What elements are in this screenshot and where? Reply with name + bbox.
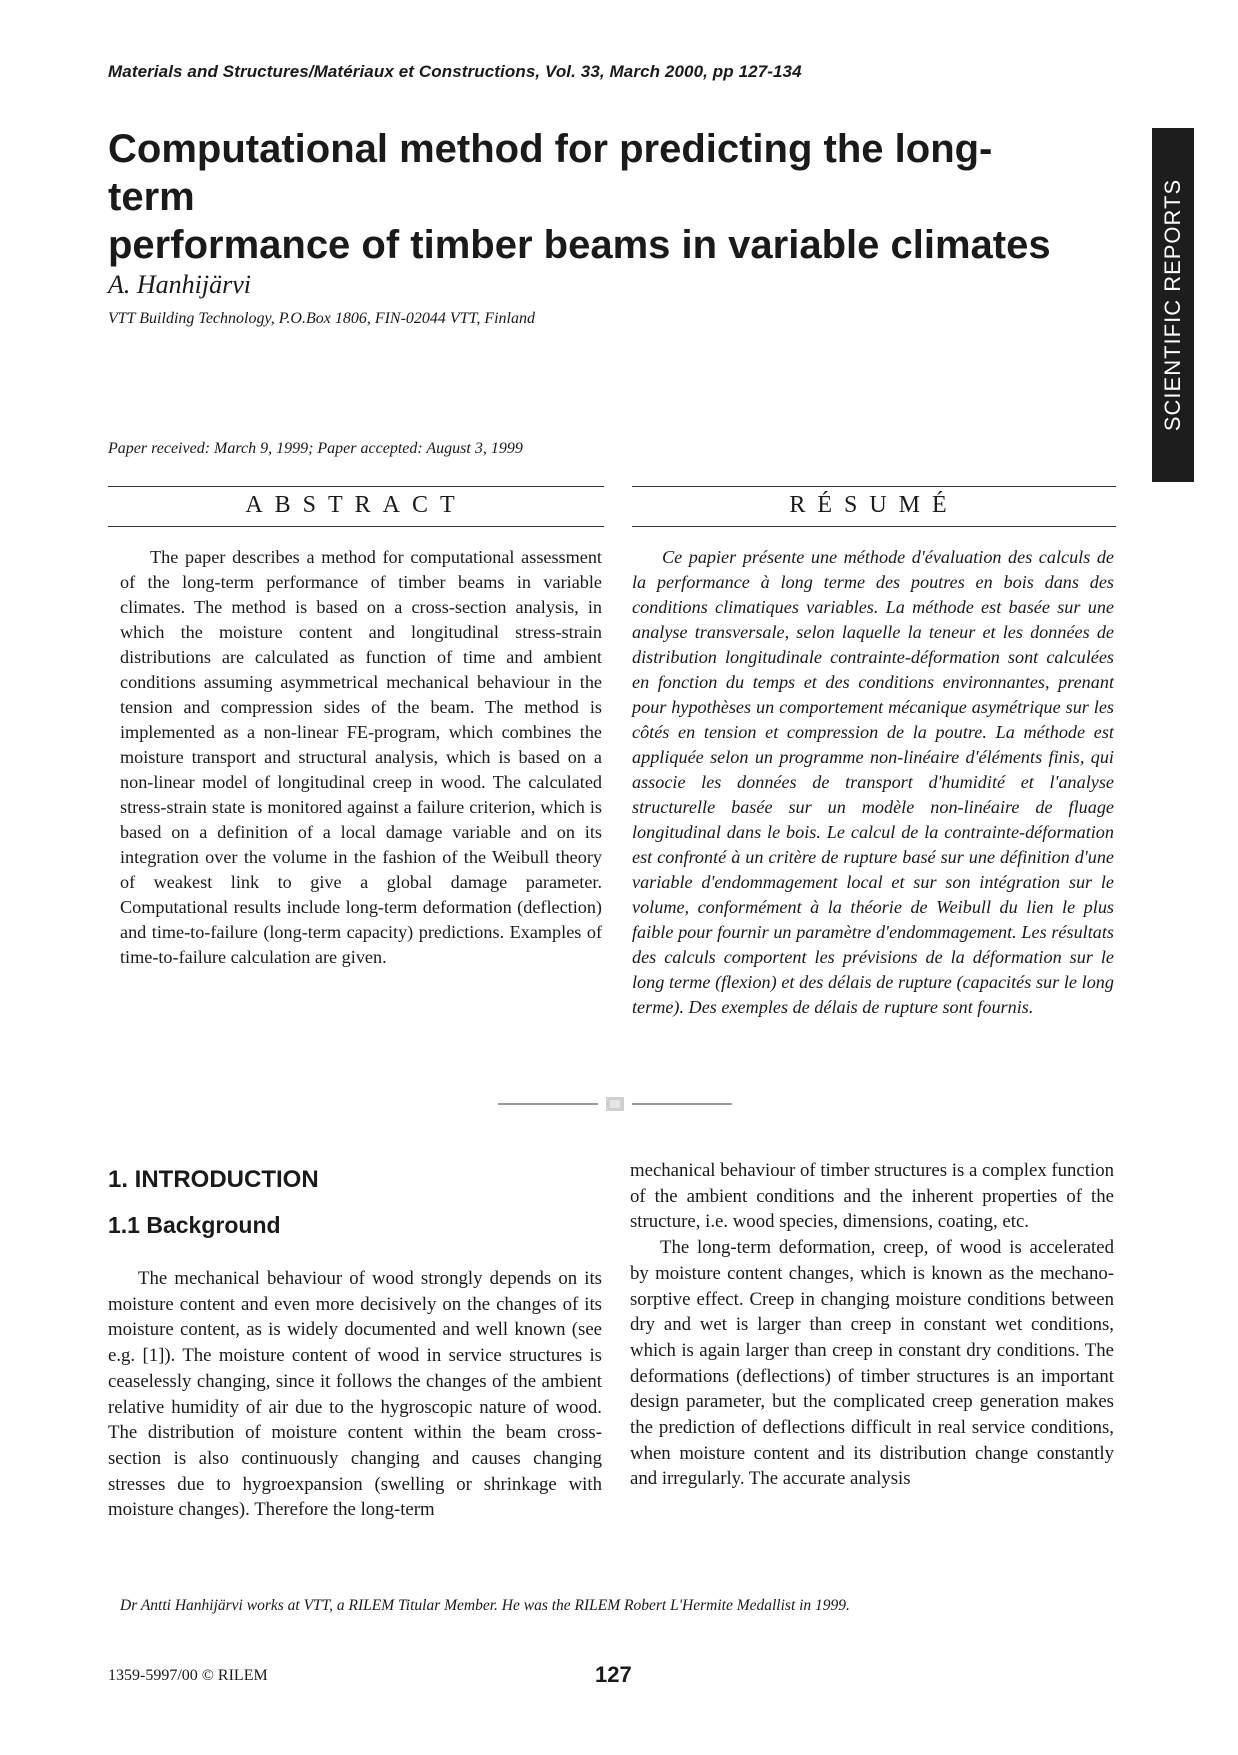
intro-paragraph-2: The long-term deformation, creep, of wood is accelerated by moisture content changes, which is known as the mechano-sorptive effect. Creep in changing moisture conditions between dry and wet is larger than creep in constant wet conditions, which is again larger than creep in constant dry conditions. The deformations (deflections) of timber structures is an important design parameter, but the complicated creep generation makes the prediction of deflections difficult in real service conditions, when moisture content and its distribution change constantly and irregularly. The accurate analysis bbox=[630, 1237, 1114, 1490]
section-sidebar-tab bbox=[1152, 128, 1194, 482]
section-divider-ornament bbox=[498, 1096, 732, 1112]
intro-column-right bbox=[630, 1158, 1114, 1492]
journal-citation: Materials and Structures/Matériaux et Constructions, Vol. 33, March 2000, pp 127-134 bbox=[108, 62, 802, 81]
abstract-rule-top bbox=[108, 486, 604, 487]
author-name: A. Hanhijärvi bbox=[108, 270, 251, 299]
title-line-1: Computational method for predicting the long-term bbox=[108, 127, 993, 219]
intro-column-left bbox=[108, 1266, 602, 1523]
subsection-heading-background: 1.1 Background bbox=[108, 1212, 281, 1238]
abstract-heading: ABSTRACT bbox=[245, 492, 467, 518]
sidebar-label: SCIENTIFIC REPORTS bbox=[1160, 178, 1185, 432]
title-line-2: performance of timber beams in variable climates bbox=[108, 223, 1051, 267]
section-heading-introduction: 1. INTRODUCTION bbox=[108, 1166, 319, 1193]
intro-paragraph-1-continued: mechanical behaviour of timber structures is a complex function of the ambient conditions and the inherent properties of the structure, i.e. wood species, dimensions, coating, etc. bbox=[630, 1160, 1114, 1233]
issn-copyright: 1359-5997/00 © RILEM bbox=[108, 1667, 268, 1684]
resume-heading: RÉSUMÉ bbox=[789, 492, 959, 518]
resume-body bbox=[632, 545, 1114, 1020]
resume-rule-bottom bbox=[632, 526, 1116, 527]
resume-paragraph: Ce papier présente une méthode d'évaluation des calculs de la performance à long terme des poutres en bois dans des conditions climatiques variables. La méthode est basée sur une analyse transversale, selon laquelle la teneur et les données de distribution longitudinale contrainte-déformation sont calculées en fonction du temps et des conditions environnantes, prenant pour hypothèses un comportement mécanique asymétrique sur les côtés en tension et compression de la poutre. La méthode est appliquée selon un programme non-linéaire d'éléments finis, qui associe les données de transport d'humidité et l'analyse structurelle basée sur un modèle non-linéaire de fluage longitudinal dans le bois. Le calcul de la contrainte-déformation est confronté à un critère de rupture basé sur une définition d'une variable d'endommagement local et sur son intégration sur le volume, conformément à la théorie de Weibull du lien le plus faible pour fournir un paramètre d'endommagement. Les résultats des calculs comportent les prévisions de la déformation sur le long terme (flexion) et des délais de rupture (capacités sur le long terme). Des exemples de délais de rupture sont fournis. bbox=[632, 547, 1114, 1017]
author-affiliation: VTT Building Technology, P.O.Box 1806, FIN-02044 VTT, Finland bbox=[108, 310, 535, 327]
page-number: 127 bbox=[595, 1662, 632, 1687]
author-footnote: Dr Antti Hanhijärvi works at VTT, a RILEM Titular Member. He was the RILEM Robert L'Hermite Medallist in 1999. bbox=[120, 1597, 850, 1614]
abstract-rule-bottom bbox=[108, 526, 604, 527]
intro-paragraph-1: The mechanical behaviour of wood strongly depends on its moisture content and even more decisively on the changes of its moisture content, as is widely documented and well known (see e.g. [1]). The moisture content of wood in service structures is ceaselessly changing, since it follows the changes of the ambient relative humidity of air due to the hygroscopic nature of wood. The distribution of moisture content within the beam cross-section is also continuously changing and causes changing stresses due to hygroexpansion (swelling or shrinkage with moisture changes). Therefore the long-term bbox=[108, 1268, 602, 1521]
abstract-paragraph: The paper describes a method for computational assessment of the long-term performance of timber beams in variable climates. The method is based on a cross-section analysis, in which the moisture content and longitudinal stress-strain distributions are calculated as function of time and ambient conditions assuming asymmetrical mechanical behaviour in the tension and compression sides of the beam. The method is implemented as a non-linear FE-program, which combines the moisture transport and structural analysis, which is based on a non-linear model of longitudinal creep in wood. The calculated stress-strain state is monitored against a failure criterion, which is based on a definition of a local damage variable and on its integration over the volume in the fashion of the Weibull theory of weakest link to give a global damage parameter. Computational results include long-term deformation (deflection) and time-to-failure (long-term capacity) predictions. Examples of time-to-failure calculation are given. bbox=[120, 547, 602, 967]
received-dates: Paper received: March 9, 1999; Paper accepted: August 3, 1999 bbox=[108, 440, 523, 457]
article-title bbox=[108, 125, 1058, 269]
abstract-body bbox=[120, 545, 602, 970]
resume-rule-top bbox=[632, 486, 1116, 487]
